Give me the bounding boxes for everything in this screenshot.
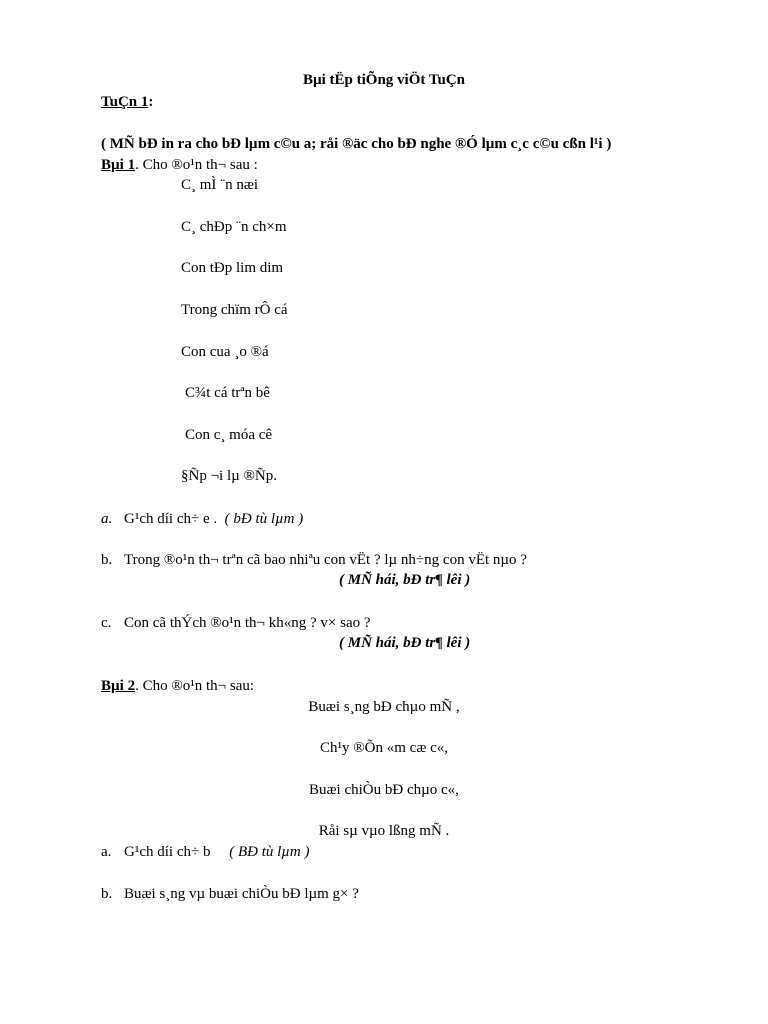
question-1b-note: ( MÑ hái, bÐ tr¶ lêi ) [339,572,471,588]
poem-1-line: §Ñp ¬i lµ ®Ñp. [181,468,277,484]
question-1c-text: Con cã thÝch ®o¹n th¬ kh«ng ? v× sao ? [124,615,371,631]
question-1a-note: ( bÐ tù lµm ) [224,511,304,527]
poem-1-line: C¾t cá trªn bê [185,385,270,401]
exercise-1-label: Bµi 1 [101,157,136,173]
poem-2-line: Ch¹y ®Õn «m cæ c«, [320,740,448,756]
question-1a [124,509,303,529]
poem-1-line: Trong chïm rÔ cá [181,302,288,318]
question-1a-text: G¹ch díi ch÷ e . [124,511,218,527]
poem-1-line: C¸ chÐp ¨n ch×m [181,219,287,235]
poem-2-line: Buæi s¸ng bÐ chµo mÑ , [308,699,460,715]
week-heading-colon: : [148,94,154,110]
week-heading-label: TuÇn 1 [101,94,149,110]
question-1c-note: ( MÑ hái, bÐ tr¶ lêi ) [339,635,471,651]
question-2a-note: ( BÐ tù lµm ) [229,844,310,860]
question-1a-label: a. [101,511,113,527]
poem-2-line: Buæi chiÒu bÐ chµo c«, [309,782,459,798]
question-1b-label: b. [101,552,113,568]
question-2a-label: a. [101,844,112,860]
exercise-2-prompt: . Cho ®o¹n th¬ sau: [135,678,255,694]
poem-1-line: C¸ mÌ ¨n næi [181,177,259,193]
question-1c-label: c. [101,615,112,631]
question-2b-text: Buæi s¸ng vµ buæi chiÒu bÐ lµm g× ? [124,886,359,902]
poem-1-line: Con cua ¸o ®á [181,344,269,360]
question-2b-label: b. [101,886,113,902]
week-heading [101,92,153,112]
question-1b-text: Trong ®o¹n th¬ trªn cã bao nhiªu con vËt ? lµ nh÷ng con vËt nµo ? [124,552,527,568]
page-title: Bµi tËp tiÕng viÖt TuÇn [302,72,466,88]
exercise-2-label: Bµi 2 [101,678,136,694]
poem-2-line: Råi sµ vµo lßng mÑ . [318,823,450,839]
poem-1-line: Con c¸ móa cê [185,427,273,443]
intro-instruction: ( MÑ bÐ in ra cho bÐ lµm c©u a; råi ®äc cho bÐ nghe ®Ó lµm c¸c c©u cßn l¹i ) [101,136,612,152]
question-2a [124,842,310,862]
question-2a-text: G¹ch díi ch÷ b [124,844,211,860]
exercise-1-prompt: . Cho ®o¹n th¬ sau : [135,157,258,173]
poem-1-line: Con tÐp lim dim [181,260,284,276]
exercise-1-heading [101,155,258,175]
exercise-2-heading [101,676,254,696]
